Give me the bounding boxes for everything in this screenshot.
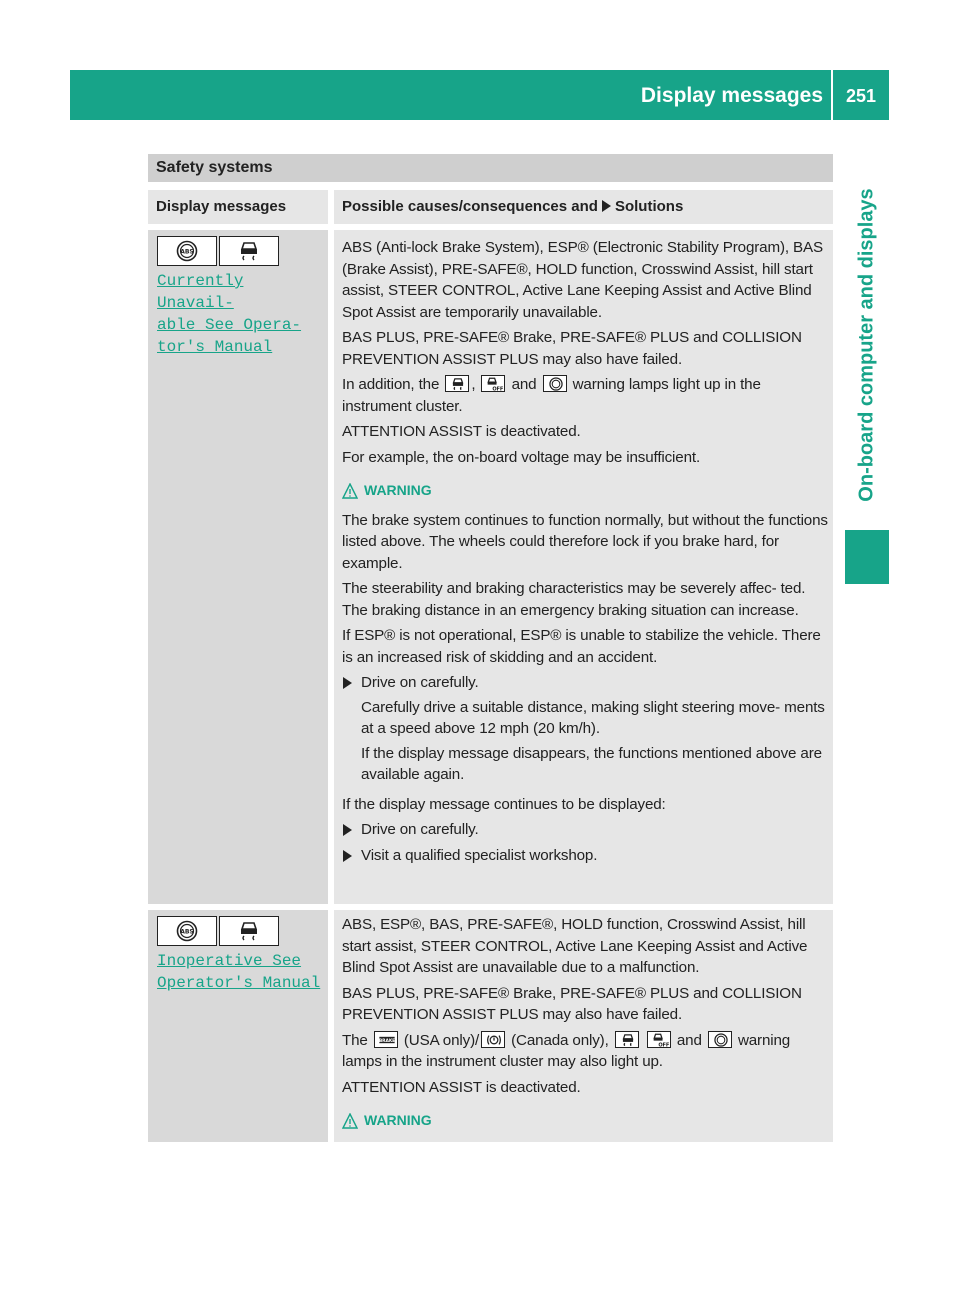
warning-lamps-text: In addition, the , OFF and warning lamps light up in the instrument cluster.: [342, 376, 761, 415]
esp-skid-icon: [219, 236, 279, 266]
cause-text: BAS PLUS, PRE-SAFE® Brake, PRE-SAFE® PLUS and COLLISION PREVENTION ASSIST PLUS may also have failed.: [342, 984, 802, 1023]
warning-text: The brake system continues to function normally, but without the functions listed above. The wheels could therefore lock if you brake hard, for example.: [342, 511, 828, 572]
column-header-solutions: Possible causes/consequences and Solutions: [334, 190, 833, 224]
header-divider: [831, 70, 833, 120]
abs-warning-icon: [157, 236, 217, 266]
message-icons: [157, 916, 279, 946]
section-title: Safety systems: [148, 154, 833, 182]
warning-heading: WARNING: [342, 480, 829, 502]
abs-warning-icon: [708, 1031, 732, 1048]
display-message-text: Currently Unavail‐ able See Opera‐ tor's Manual: [157, 272, 302, 356]
svg-text:ABS: ABS: [180, 928, 194, 936]
abs-warning-icon: [157, 916, 217, 946]
abs-warning-icon: [543, 375, 567, 392]
display-message-text: Inoperative See Operator's Manual: [157, 952, 321, 992]
svg-text:OFF: OFF: [658, 1041, 669, 1047]
warning-triangle-icon: [342, 483, 358, 499]
solution-content: [342, 914, 829, 1140]
solution-content: [342, 237, 829, 869]
brake-circle-icon: [481, 1031, 505, 1048]
column-header-messages: Display messages: [148, 190, 328, 224]
svg-text:OFF: OFF: [492, 386, 504, 391]
solution-step: Drive on carefully.: [342, 819, 829, 841]
cause-text: ATTENTION ASSIST is deactivated.: [342, 423, 581, 440]
arrow-icon: [343, 677, 352, 689]
side-tab-label: On-board computer and displays: [855, 188, 878, 502]
warning-heading: WARNING: [342, 1110, 829, 1132]
cause-text: ABS (Anti-lock Brake System), ESP® (Electronic Stability Program), BAS (Brake Assist), PRE-SAFE®, HOLD function, Crosswind Assist, hill start assist, STEER CONTROL, Active Lane Keeping Assist and Active Blind Spot Assist are temporarily unavailable.: [342, 239, 823, 321]
warning-lamps-text: The BRAKE (USA only)/ (Canada only), OFF and warning lamps in the instrument cluster may also light up.: [342, 1031, 791, 1070]
message-icons: [157, 236, 279, 266]
esp-off-icon: [481, 375, 505, 392]
svg-text:BRAKE: BRAKE: [378, 1038, 395, 1044]
cause-text: For example, the on-board voltage may be insufficient.: [342, 448, 701, 466]
esp-skid-icon: [615, 1031, 639, 1048]
solution-step: Visit a qualified specialist workshop.: [342, 845, 829, 867]
esp-skid-icon: [219, 916, 279, 946]
solution-detail: If the display message disappears, the functions mentioned above are available again.: [361, 744, 822, 783]
esp-off-icon: [647, 1031, 671, 1048]
cause-text: BAS PLUS, PRE-SAFE® Brake, PRE-SAFE® PLUS and COLLISION PREVENTION ASSIST PLUS may also have failed.: [342, 329, 802, 368]
warning-text: The steerability and braking characteristics may be severely affec‐ ted. The braking distance in an emergency braking situation can increase.: [342, 580, 806, 619]
arrow-icon: [602, 200, 611, 212]
side-tab-marker: [845, 530, 889, 584]
page-title: Display messages: [640, 84, 823, 107]
solution-detail: Carefully drive a suitable distance, making slight steering move‐ ments at a speed above 12 mph (20 km/h).: [361, 698, 825, 737]
brake-lamp-icon: [374, 1031, 398, 1048]
arrow-icon: [343, 850, 352, 862]
cause-text: ATTENTION ASSIST is deactivated.: [342, 1078, 581, 1096]
arrow-icon: [343, 824, 352, 836]
cause-text: If the display message continues to be displayed:: [342, 795, 666, 813]
esp-skid-icon: [445, 375, 469, 392]
warning-triangle-icon: [342, 1113, 358, 1129]
svg-text:ABS: ABS: [180, 248, 194, 256]
cause-text: ABS, ESP®, BAS, PRE-SAFE®, HOLD function, Crosswind Assist, hill start assist, STEER CONTROL, Active Lane Keeping Assist and Active Blind Spot Assist are unavailable due to a malfunction.: [342, 916, 808, 976]
solution-step: Drive on carefully.: [342, 672, 829, 694]
warning-text: If ESP® is not operational, ESP® is unable to stabilize the vehicle. There is an increased risk of skidding and an accident.: [342, 627, 821, 666]
page-number: 251: [845, 86, 877, 106]
